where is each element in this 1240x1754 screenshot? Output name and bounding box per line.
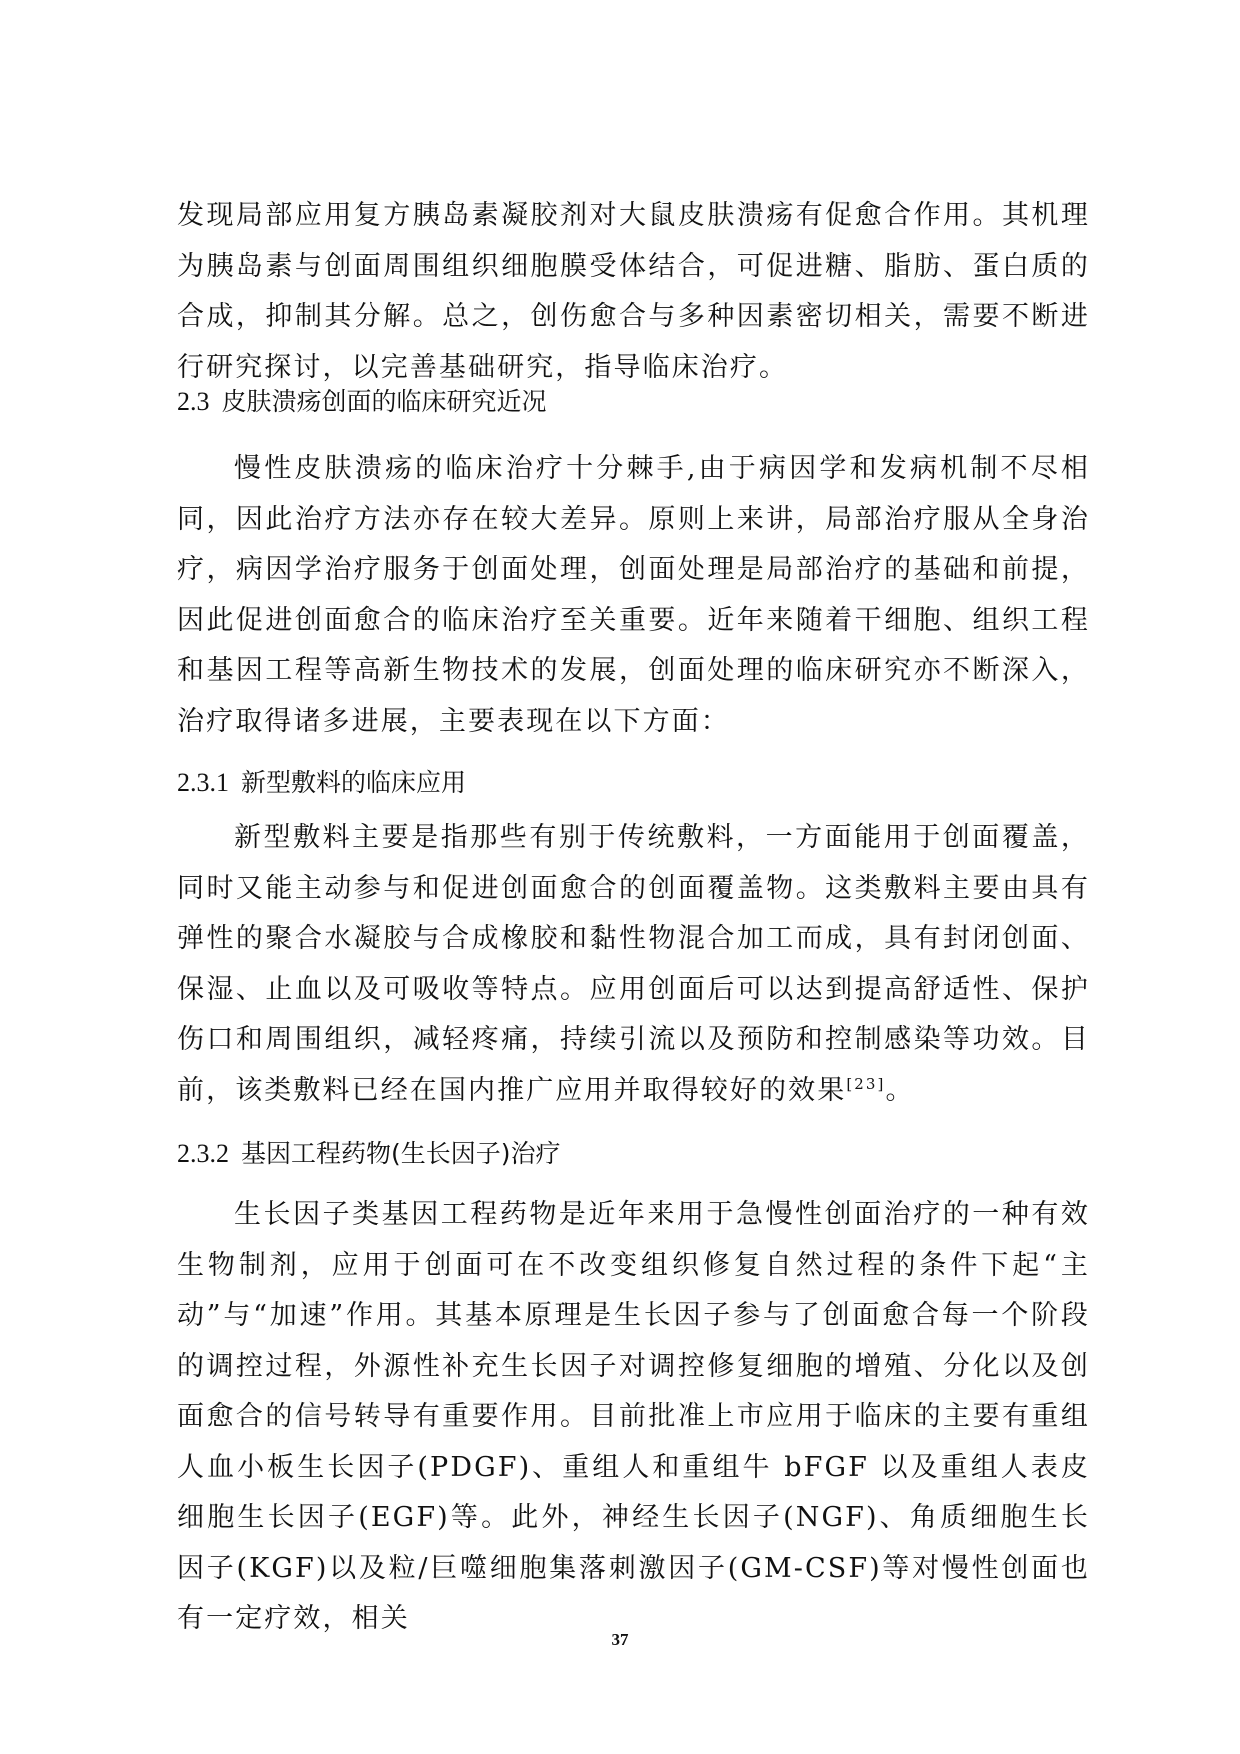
paragraph-new-dressings: [177, 813, 1090, 1116]
section-title: 皮肤溃疡创面的临床研究近况: [221, 387, 547, 416]
section-number: 2.3.2: [177, 1139, 229, 1168]
page-number: 37: [611, 1630, 629, 1649]
paragraph-clinical-overview: 慢性皮肤溃疡的临床治疗十分棘手,由于病因学和发病机制不尽相同，因此治疗方法亦存在较大差异。原则上来讲，局部治疗服从全身治疗，病因学治疗服务于创面处理，创面处理是局部治疗的基础和前提，因此促进创面愈合的临床治疗至关重要。近年来随着干细胞、组织工程和基因工程等高新生物技术的发展，创面处理的临床研究亦不断深入，治疗取得诸多进展，主要表现在以下方面：: [177, 453, 1090, 737]
section-title: 新型敷料的临床应用: [241, 768, 467, 797]
citation-ref: [23]: [846, 1074, 886, 1093]
section-heading-2-3-1: [177, 766, 466, 800]
section-heading-2-3: [177, 385, 547, 419]
paragraph-growth-factors: 生长因子类基因工程药物是近年来用于急慢性创面治疗的一种有效生物制剂，应用于创面可在不改变组织修复自然过程的条件下起“主动”与“加速”作用。其基本原理是生长因子参与了创面愈合每一个阶段的调控过程，外源性补充生长因子对调控修复细胞的增殖、分化以及创面愈合的信号转导有重要作用。目前批准上市应用于临床的主要有重组人血小板生长因子(PDGF)、重组人和重组牛 bFGF 以及重组人表皮细胞生长因子(EGF)等。此外，神经生长因子(NGF)、角质细胞生长因子(KGF)以及粒/巨噬细胞集落刺激因子(GM-CSF)等对慢性创面也有一定疗效，相关: [177, 1199, 1090, 1634]
section-title: 基因工程药物(生长因子)治疗: [241, 1139, 561, 1168]
paragraph-insulin-mechanism: 发现局部应用复方胰岛素凝胶剂对大鼠皮肤溃疡有促愈合作用。其机理为胰岛素与创面周围组织细胞膜受体结合，可促进糖、脂肪、蛋白质的合成，抑制其分解。总之，创伤愈合与多种因素密切相关，需要不断进行研究探讨，以完善基础研究，指导临床治疗。: [177, 200, 1090, 383]
section-number: 2.3: [177, 387, 210, 416]
section-number: 2.3.1: [177, 768, 229, 797]
section-heading-2-3-2: [177, 1137, 561, 1171]
paragraph-text: 新型敷料主要是指那些有别于传统敷料，一方面能用于创面覆盖，同时又能主动参与和促进创面愈合的创面覆盖物。这类敷料主要由具有弹性的聚合水凝胶与合成橡胶和黏性物混合加工而成，具有封闭创面、保湿、止血以及可吸收等特点。应用创面后可以达到提高舒适性、保护伤口和周围组织，减轻疼痛，持续引流以及预防和控制感染等功效。目前，该类敷料已经在国内推广应用并取得较好的效果: [177, 822, 1090, 1106]
paragraph-end: 。: [885, 1074, 915, 1106]
